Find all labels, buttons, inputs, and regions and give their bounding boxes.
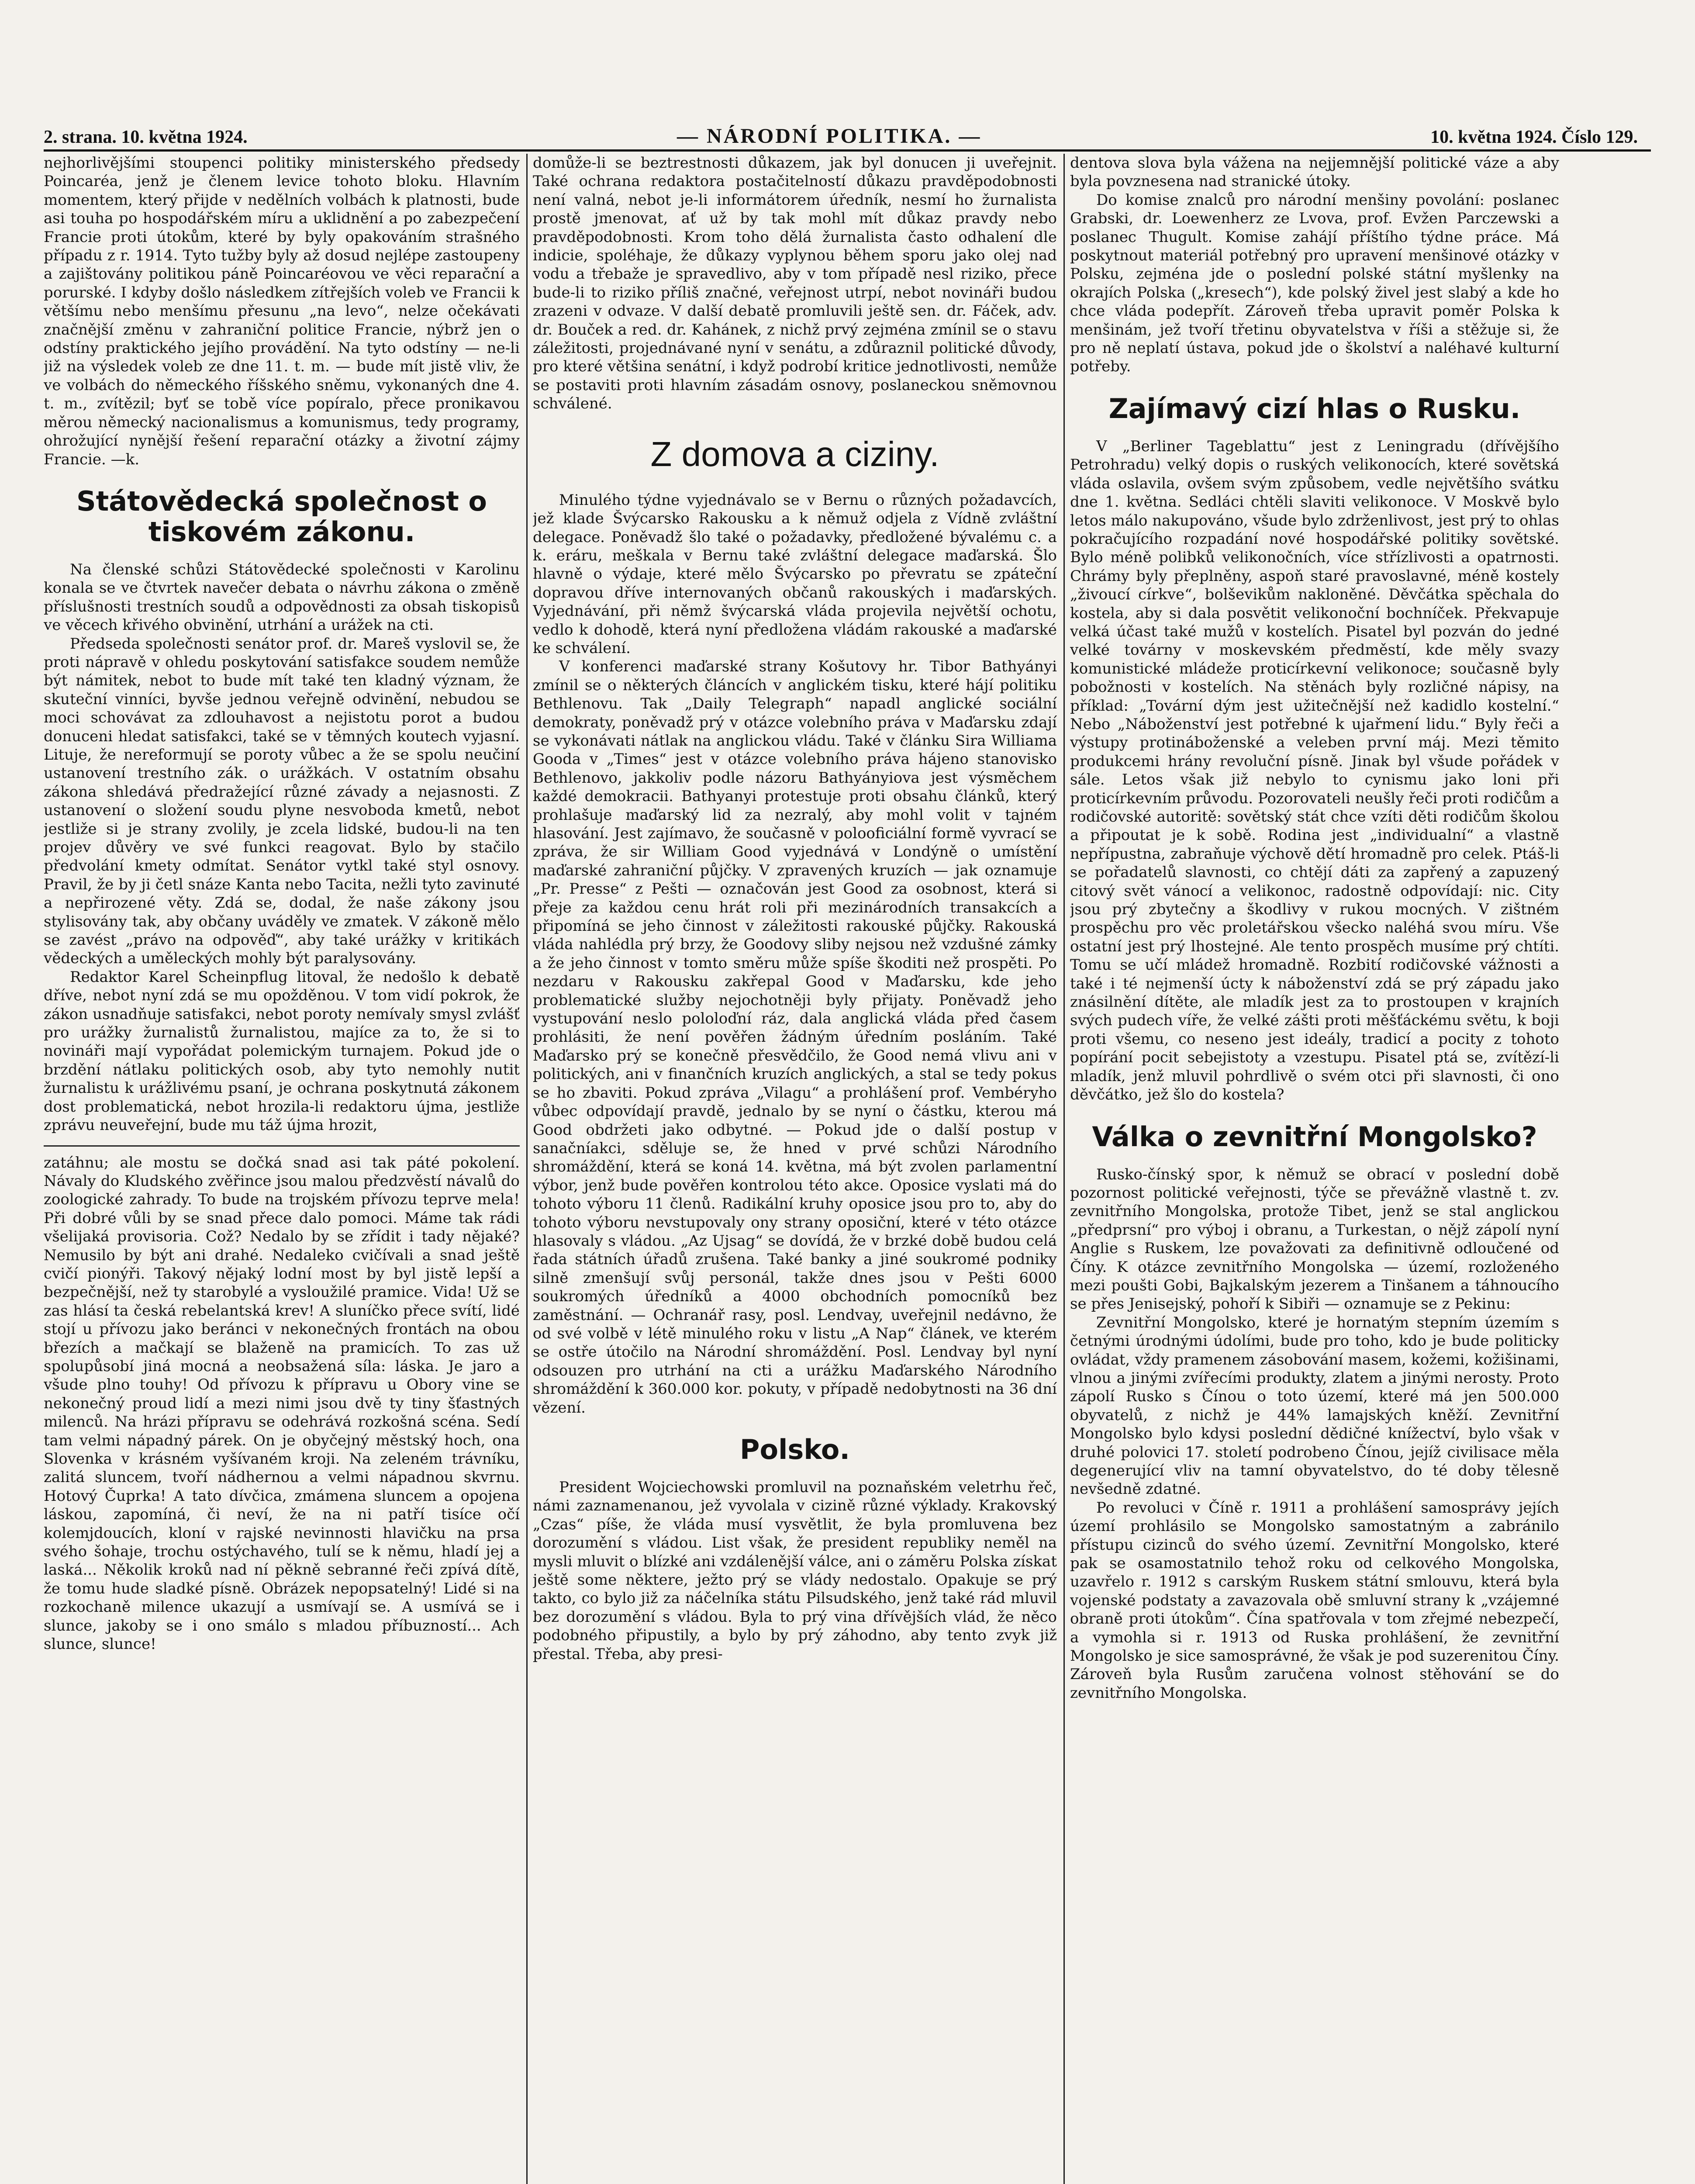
column-divider — [1063, 154, 1065, 2184]
newspaper-title: — NÁRODNÍ POLITIKA. — — [677, 124, 982, 148]
article-paragraph: V „Berliner Tageblattu“ jest z Leningradu (dřívějšího Petrohradu) velký dopis o ruských velikonocích, které sovětská vláda oslavila, ovšem svým způsobem, vedle největšího svátku dne 1. května. Sedláci chtěli slaviti velikonoce. V Moskvě bylo letos málo nakupováno, všude bylo zdrženlivost, jest prý to ohlas pokračujícího rozpadání nové hospodářské politiky sovětské. Bylo méně polibků velikonočních, více střízlivosti a opatrnosti. Chrámy byly přeplněny, aspoň staré pravoslavné, méně kostely „živoucí církve“, bolševikům nakloněné. Děvčátka spěchala do kostela, aby si dala posvětit velikonoční bochníček. Překvapuje velká účast také mužů v kostelích. Pisatel byl pozván do jedné velké továrny v moskevském předměstí, kde měly svazy komunistické mládeže proticírkevní velikonoce; současně byly pobožnosti v kostelích. Na stěnách byly rozličné nápisy, na příklad: „Tovární dým jest užitečnější než kadidlo kostelní.“ Nebo „Náboženství jest potřebné k ujařmení lidu.“ Byly řeči a výstupy protináboženské a veleben první máj. Mezi těmito produkcemi hrány revoluční písně. Jinak byl všude pořádek v sále. Letos však již nebylo to cynismu jako loni při proticírkevním průvodu. Pozorovateli neušly řeči proti rodičům a rodičovské autoritě: sovětský stát chce vzíti děti rodičům školou a připoutat je k sobě. Rodina jest „individualní“ a vlastně nepřípustna, zabraňuje výchově dětí hromadně pro celek. Ptáš-li se pořadatelů slavnosti, co chtějí dáti za zapřený a zapuzený citový svět vánocí a velikonoc, radostně odpovídají: nic. City jsou prý zbytečny a škodlivy v rukou mocných. V zištném prospěchu pro věc proletářskou všecko naléhá svou míru. Vše ostatní jest prý lhostejné. Ale tento prospěch musíme prý chtíti. Tomu se učí mládež hromadně. Rozbití rodičovské vážnosti a také i té nejmenší úcty k náboženství zdá se prý západu jako znásilnění dítěte, ale mladík jest za to prostoupen v krajních svých pudech víře, že velké zášti proti měšťáckému světu, k boji proti všemu, co neseno jest ideály, tradicí a pocity z tohoto popírání pocit sebejistoty a vzestupu. Pisatel ptá se, zvítězí-li mladík, jenž mluvil pohrdlivě o svém otci při slavnosti, či ono děvčátko, jež šlo do kostela? — [1070, 437, 1559, 1104]
newspaper-page — [44, 118, 1651, 2184]
issue-date-left: 2. strana. 10. května 1924. — [44, 127, 248, 147]
article-paragraph: nejhorlivějšími stoupenci politiky ministerského předsedy Poincaréa, jenž je členem levice tohoto bloku. Hlavním momentem, který přijde v nedělních volbách k platnosti, bude asi touha po hospodářském míru a uklidnění a po zabezpečení Francie proti útokům, které by byly opakováním strašného případu z r. 1914. Tyto tužby byly až dosud nejlépe zastoupeny a zajištovány politikou páně Poincaréovou ve věci reparační a porurské. I kdyby došlo následkem zítřejších voleb ve Francii k většímu nebo menšímu přesunu „na levo“, nelze očekávati značnější změnu v zahraniční politice Francie, nýbrž jen o odstíny praktického jejího provádění. Na tyto odstíny — ne-li již na výsledek voleb ze dne 11. t. m. — bude mít jistě vliv, že ve volbách do německého říšského sněmu, vykonaných dne 4. t. m., zvítězil; byť se tobě více popíralo, přece pronikavou měrou německý nacionalismus a komunismus, tedy programy, ohrožující nynější řešení reparační otázky a životní zájmy Francie. —k. — [44, 154, 520, 468]
article-paragraph: Předseda společnosti senátor prof. dr. Mareš vyslovil se, že proti nápravě v ohledu poskytování satisfakce soudem nemůže být námitek, nebot to bude mít také ten kladný význam, že skuteční vinníci, byvše jednou veřejně odvinění, nebudou se moci schovávat za zdlouhavost a nejistotu porot a budou donuceni hledat satisfakci, také se v těmných koutech vyjasní. Lituje, že nereformují se poroty vůbec a že se spolu neučiní ustanovení trestního zák. o urážkách. V ostatním obsahu zákona shledává předražející různé závady a nejasnosti. Z ustanovení o složení soudu plyne nesvoboda kmetů, nebot jestliže si je strany zvolily, je zcela lidské, budou-li na ten projev důvěry ve své funkci reagovat. Bylo by stačilo předvolání kmety odmítat. Senátor vytkl také styl osnovy. Pravil, že by ji četl snáze Kanta nebo Tacita, nežli tyto zavinuté a nepřirozené věty. Zdá se, dodal, že naše zákony jsou stylisovány tak, aby občany uváděly ve zmatek. V zákoně mělo se zavést „právo na odpověď“, aby také urážky v kritikách vědeckých a uměleckých mohly být paralysovány. — [44, 635, 520, 968]
feuilleton-text: zatáhnu; ale mostu se dočká snad asi tak páté pokolení. Návaly do Kludského zvěřince jsou malou předzvěstí návalů do zoologické zahrady. To bude na trojském přívozu teprve mela! Při dobré vůli by se snad přece dalo pomoci. Máme tak rádi všelijaká provisoria. Což? Nedalo by se zřídit i tady nějaké? Nemusilo by být ani drahé. Nedaleko cvičívali a snad ještě cvičí pionýři. Takový nějaký lodní most by byl jistě lepší a bezpečnější, než ty starobylé a vysloužilé pramice. Vida! Už se zas hlásí ta česká rebelantská krev! A sluníčko přece svítí, lidé stojí u přívozu jako beránci v nekonečných frontách na obou březích a mačkají se blaženě na pramicích. To zas už spolupůsobí jiná mocná a neobsažená síla: láska. Je jaro a všude plno touhy! Od přívozu k přípravu u Obory vine se nekonečný proud lidí a mezi nimi jsou dvě ty tiny šťastných milenců. Na hrázi přípravu se odehrává rozkošná scéna. Sedí tam velmi nápadný párek. On je obyčejný městský hoch, ona Slovenka v krásném vyšívaném kroji. Na zeleném trávníku, zalitá sluncem, tvoří nádhernou a velmi nápadnou skvrnu. Hotový Čuprka! A tato dívčica, zmámena sluncem a opojena láskou, zapomíná, či neví, že na ni patří tisíce očí kolemjdoucích, kloní v rajské nevinnosti hlavičku na prsa svého šohaje, trochu ostýchavého, tulí se k němu, hladí jej a laská... Několik kroků nad ní pěkně sebranné řeči zpívá dítě, že tomu hude sladké písně. Obrázek nepopsatelný! Lidé si na rozkochaně milence ukazují a usmívají se. A usmívá se i slunce, jakoby se i ono smálo s mladou příbuzností... Ach slunce, slunce! — [44, 1154, 520, 1653]
masthead — [44, 118, 1651, 153]
article-paragraph: President Wojciechowski promluvil na poznaňském veletrhu řeč, námi zaznamenanou, jež vyvolala v cizině různé výklady. Krakovský „Czas“ píše, že vláda musí vysvětlit, že byla promluvena bez dorozumění s vládou. List však, že president republiky neměl na mysli mluvit o blízké ani vzdálenější válce, ani o záměru Polska získat ještě some některe, ježto prý se vlády nedostalo. Opakuje se prý takto, co bylo již za náčelníka státu Pilsudského, jenž také rád mluvil bez dorozumění s vládou. Byla to prý vina dřívějších vlád, že něco podobného připustily, a bylo by prý záhodno, aby tento zvyk již přestal. Třeba, aby presi- — [533, 1479, 1057, 1663]
column-2 — [533, 154, 1057, 2184]
section-headline: Z domova a ciziny. — [650, 434, 939, 473]
article-paragraph: V konferenci maďarské strany Košutovy hr. Tibor Bathyányi zmínil se o některých článcích v anglickém tisku, které hájí politiku Bethlenovu. Tak „Daily Telegraph“ napadl anglické sociální demokraty, poněvadž prý v otázce volebního práva v Maďarsku zdají se vykonávati nátlak na anglickou vládu. Také v článku Sira Williama Gooda v „Times“ jest v otázce volebního práva hájeno stanovisko Bethlenovo, jakkoliv podle názoru Bathyányiova jest výsměchem každé demokracii. Bathyanyi protestuje proti obsahu článků, který prohlašuje maďarský lid za nezralý, aby mohl volit v tajném hlasování. Jest zajímavo, že současně v polooficiální formě vyvrací se zpráva, že sir William Good vyjednává v Londýně o umístění maďarské zahraniční půjčky. V zpravených kruzích — jak oznamuje „Pr. Presse“ z Pešti — označován jest Good za osobnost, která si přeje za každou cenu hrát roli při mezinárodních transakcích a připomíná se jeho činnost v záležitosti rakouské půjčky. Rakouská vláda nahlédla prý brzy, že Goodovy sliby nejsou než vzdušné zámky a že jeho činnost v tomto směru může spíše škoditi než prospěti. Po nezdaru v Rakousku zakřepal Good v Maďarsku, kde jeho problematické služby nejochotněji byly přijaty. Poněvadž jeho vystupování neslo pololoďní ráz, dala anglická vláda před časem prohlásiti, že není pověřen žádným úředním posláním. Také Maďarsko prý se konečně přesvědčilo, že Good nemá vlivu ani v politických, ani v finančních kruzích anglických, a stal se tedy pokus se ho zbaviti. Pokud zpráva „Vilagu“ a prohlášení prof. Vembéryho vůbec odpovídají pravdě, jednalo by se nyní o částku, kterou má Good obdržeti jako odbytné. — Pokud jde o další postup v sanačníakci, sděluje se, že hned v prvé schůzi Národního shromáždění, která se koná 14. května, má být zvolen parlamentní výbor, jenž bude pověřen kontrolou této akce. Oposice vyslati má do tohoto výboru 11 členů. Radikální kruhy oposice jsou pro to, aby do tohoto výboru nevstupovaly ony strany oposiční, které v této otázce hlasovaly s vládou. „Az Ujsag“ se dovídá, že v brzké době budou celá řada státních úřadů zrušena. Také banky a jiné soukromé podniky silně zmenšují svůj personál, takže dnes jsou v Pešti 6000 soukromých úředníků a 4000 obchodních pomocníků bez zaměstnání. — Ochranář rasy, posl. Lendvay, uveřejnil nedávno, že od své volbě v létě minulého roku v listu „A Nap“ článek, ve kterém se ostře útočilo na Národní shromáždění. Posl. Lendvay byl nyní odsouzen pro utrhání na cti a urážku Maďarského Národního shromáždění k 360.000 kor. pokuty, v případě nedobytnosti na 36 dní vězení. — [533, 658, 1057, 1417]
feuilleton-divider — [44, 1145, 520, 1147]
article-headline: Polsko. — [740, 1434, 850, 1465]
article-paragraph: Rusko-čínský spor, k němuž se obrací v poslední době pozornost politické veřejnosti, týče se převážně vlastně t. zv. zevnitřního Mongolska, protože Tibet, jenž se stal anglickou „předprsní“ pro výboj i obranu, a Turkestan, o nějž zápolí nyní Anglie s Ruskem, lze považovati za definitivně odloučené od Číny. K otázce zevnitřního Mongolska — území, rozloženého mezi poušti Gobi, Bajkalským jezerem a Tinšanem a táhnoucího se přes Jenisejský, pohoří k Sibiři — oznamuje se z Pekinu: — [1070, 1165, 1559, 1313]
article-paragraph: Do komise znalců pro národní menšiny povolání: poslanec Grabski, dr. Loewenherz ze Lvova, prof. Evžen Parczewski a poslanec Thugult. Komise zahájí příštího týdne práce. Má poskytnout materiál potřebný pro upravení menšinové otázky v Polsku, zejména jde o poslední polské státní myšlenky na okrajích Polska („kresech“), kde polský živel jest slabý a kde ho chce vláda podepřít. Zároveň třeba upravit poměr Polska k menšinám, jež tvoří třetinu obyvatelstva v říši a stěžuje si, že pro ně neplatí ústava, pokud jde o školství a naléhavé kulturní potřeby. — [1070, 191, 1559, 376]
article-paragraph: Minulého týdne vyjednávalo se v Bernu o různých požadavcích, jež klade Švýcarsko Rakousku a k němuž odjela z Vídně zvláštní delegace. Poněvadž šlo také o požadavky, předložené bývalému c. a k. eráru, meškala v Bernu také zvláštní delegace maďarská. Šlo hlavně o výdaje, které mělo Švýcarsko po převratu se zpáteční dopravou dříve internovaných občanů rakouských i maďarských. Vyjednávání, při němž švýcarská vláda projevila největší ochotu, vedlo k dohodě, která nyní předložena vládám rakouské a maďarské ke schválení. — [533, 491, 1057, 657]
article-headline: Válka o zevnitřní Mongolsko? — [1092, 1120, 1537, 1153]
issue-number: 10. května 1924. Číslo 129. — [1430, 127, 1638, 147]
article-paragraph: Redaktor Karel Scheinpflug litoval, že nedošlo k debatě dříve, nebot nyní zdá se mu opožděnou. V tom vidí pokrok, že zákon usnadňuje satisfakci, nebot poroty nemívaly smysl zvlášť pro urážky žurnalistů žurnalistou, majíce za to, že si to novináři mají vypořádat polemickým turnajem. Pokud jde o brzdění nátlaku politických osob, aby tyto nemohly nutit žurnalistu k urážlivému psaní, je ochrana poskytnutá zákonem dost problematická, nebot hrozila-li redaktoru újma, jestliže zprávu neuveřejní, bude mu táž újma hrozit, — [44, 968, 520, 1134]
article-paragraph: Na členské schůzi Státovědecké společnosti v Karolinu konala se ve čtvrtek navečer debata o návrhu zákona o změně příslušnosti trestních soudů a odpovědnosti za obsah tiskopisů ve věcech křivého obvinění, utrhání a urážek na cti. — [44, 560, 520, 634]
article-paragraph: domůže-li se beztrestnosti důkazem, jak byl donucen ji uveřejnit. Také ochrana redaktora postačitelností důkazu pravděpodobnosti není valná, nebot je-li informátorem úředník, nesmí ho žurnalista prostě jmenovat, ať už by tak mohl mít důkaz pravdy nebo pravděpodobnosti. Krom toho dělá žurnalista často odhalení dle indicie, spoléhaje, že důkazy vyplynou během sporu jako olej nad vodu a třebaže je spravedlivo, aby v tom případě nesl riziko, přece bude-li to riziko příliš značné, veřejnost utrpí, nebot novináři budou zrazeni v odvaze. V další debatě promluvili ještě sen. dr. Fáček, adv. dr. Bouček a red. dr. Kahánek, z nichž prvý zejména zmínil se o stavu záležitosti, projednávané nyní v senátu, a zdůraznil politické důvody, pro které většina senátní, i když podrobí kritice jednotlivosti, nemůže se postaviti proti hlavním zásadám osnovy, poslaneckou sněmovnou schválené. — [533, 154, 1057, 413]
article-paragraph: Po revoluci v Číně r. 1911 a prohlášení samosprávy jejích území prohlásilo se Mongolsko samostatným a zabránilo přístupu cizinců do svého území. Zevnitřní Mongolsko, které pak se osamostatnilo tehož roku od celkového Mongolska, uzavřelo r. 1912 s carským Ruskem státní smlouvu, která byla vojenské podstaty a zavazovala obě smluvní strany k „vzájemné obraně proti útokům“. Čína spatřovala v tom zřejmé nebezpečí, a vymohla si r. 1913 od Ruska prohlášení, že zevnitřní Mongolsko je sice samosprávné, že však je pod suzerenitou Číny. Zároveň byla Rusům zaručena volnost stěhování se do zevnitřního Mongolska. — [1070, 1499, 1559, 1702]
column-3 — [1070, 154, 1559, 2184]
article-paragraph: dentova slova byla vážena na nejjemnější politické váze a aby byla povznesena nad stranické útoky. — [1070, 154, 1559, 190]
article-columns — [44, 154, 1651, 2184]
column-divider — [526, 154, 528, 2184]
article-headline: Zajímavý cizí hlas o Rusku. — [1108, 392, 1521, 425]
article-headline: Státovědecká společnost o tiskovém zákonu. — [76, 485, 487, 548]
column-1 — [44, 154, 520, 2184]
article-paragraph: Zevnitřní Mongolsko, které je hornatým stepním územím s četnými úrodnými údolími, bude pro toho, kdo je bude politicky ovládat, vždy pramenem zásobování masem, kožemi, kožišinami, vlnou a jinými zvířecími produkty, zlatem a jinými nerosty. Proto zápolí Rusko s Čínou o toto území, které má jen 500.000 obyvatelů, z nichž je 44% lamajských kněží. Zevnitřní Mongolsko bylo kdysi poslední dědičné knížectví, bylo však v druhé polovici 17. století podrobeno Čínou, jejíž civilisace měla degenerující vliv na tamní obyvatelstvo, do té doby tělesně nevšedně zdatné. — [1070, 1313, 1559, 1498]
header-rule — [44, 149, 1651, 152]
